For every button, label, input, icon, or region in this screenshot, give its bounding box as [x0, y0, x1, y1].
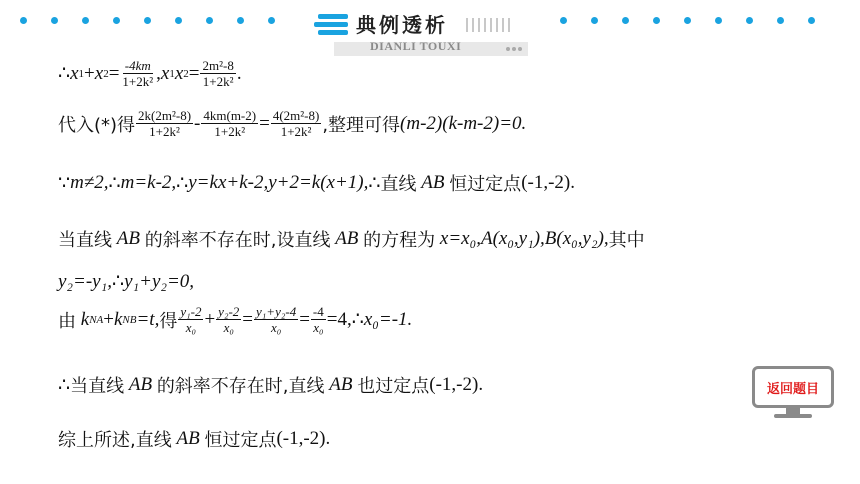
dot	[51, 17, 58, 24]
expression: y₂=-y₁,	[58, 270, 112, 292]
text: 其中	[608, 230, 645, 251]
therefore-symbol: ∴	[58, 63, 71, 84]
var: x	[94, 62, 104, 84]
dot	[746, 17, 753, 24]
fraction	[201, 108, 258, 139]
var: k	[80, 308, 90, 330]
text: ,整理可得	[322, 114, 401, 136]
numerator: y₁-2	[180, 304, 202, 319]
fraction	[254, 304, 298, 335]
solution-line-7	[58, 372, 483, 398]
monitor-icon	[752, 366, 834, 408]
text: 得	[159, 310, 178, 332]
op: +	[103, 308, 114, 330]
line-name: AB	[421, 172, 445, 193]
because-symbol: ∵	[58, 172, 71, 194]
sub: 1	[169, 67, 175, 80]
text: 代入(*)得	[58, 114, 136, 136]
text: 的斜率不存在时,直线	[156, 376, 325, 397]
line-name: AB	[329, 374, 353, 395]
text: 当直线	[70, 376, 125, 397]
solution-line-2	[58, 108, 526, 139]
sub: 1	[78, 67, 85, 80]
dot	[560, 17, 567, 24]
solution-line-4	[58, 226, 645, 252]
point: (-1,-2).	[276, 428, 331, 449]
denominator: 1+2k²	[280, 124, 312, 139]
dot	[20, 17, 27, 24]
dot	[715, 17, 722, 24]
text: 也过定点	[357, 376, 430, 397]
line-name: AB	[335, 228, 359, 249]
denominator: x₀	[223, 320, 234, 335]
therefore-symbol: ∴	[351, 309, 364, 330]
denominator: 1+2k²	[149, 124, 180, 139]
fraction	[136, 108, 193, 139]
expression: m≠2,	[70, 172, 109, 193]
numerator: -4	[312, 304, 324, 319]
fraction	[200, 58, 235, 89]
therefore-symbol: ∴	[108, 172, 121, 194]
op: -	[194, 112, 201, 134]
op: +	[84, 62, 95, 84]
dot	[175, 17, 182, 24]
var: k	[113, 308, 123, 330]
therefore-symbol: ∴	[368, 172, 381, 194]
dot	[653, 17, 660, 24]
numerator: 4km(m-2)	[203, 108, 257, 123]
monitor-base	[774, 414, 812, 418]
expression: (m-2)(k-m-2)=0.	[400, 112, 527, 134]
line-name: AB	[116, 228, 140, 249]
op: =	[108, 62, 120, 84]
dot	[113, 17, 120, 24]
text: 的斜率不存在时,设直线	[144, 230, 331, 251]
numerator: 2m²-8	[202, 58, 234, 73]
op: =	[259, 112, 270, 134]
solution-line-8	[58, 426, 330, 452]
denominator: 1+2k²	[214, 124, 246, 139]
op: +	[204, 308, 216, 330]
expression: y₁+y₂=0,	[124, 270, 195, 292]
expression: x₀=-1.	[363, 308, 413, 330]
numerator: -4km	[124, 58, 151, 73]
denominator: x₀	[185, 320, 197, 335]
solution-line-6	[58, 304, 412, 335]
sub: NA	[89, 313, 104, 326]
sub: NB	[122, 313, 137, 326]
dot	[622, 17, 629, 24]
sub: 2	[103, 67, 109, 80]
sub: 2	[183, 67, 189, 80]
solution-line-3	[58, 170, 575, 196]
numerator: 4(2m²-8)	[272, 108, 320, 123]
text: 恒过定点	[449, 174, 522, 195]
var: x	[174, 62, 184, 84]
therefore-symbol: ∴	[58, 374, 71, 396]
numerator: y₂-2	[218, 304, 240, 319]
denominator: 1+2k²	[202, 74, 234, 89]
denominator: x₀	[270, 320, 282, 335]
solution-line-1	[58, 58, 242, 89]
expression: x=x₀,A(x₀,y₁),B(x₀,y₂),	[439, 228, 609, 249]
numerator: y₁+y₂-4	[256, 304, 297, 319]
therefore-symbol: ∴	[176, 172, 189, 194]
expression: y=kx+k-2,y+2=k(x+1),	[188, 172, 369, 193]
section-banner	[312, 6, 546, 58]
expression: =4,	[326, 308, 352, 330]
return-to-question-button[interactable]	[752, 366, 838, 424]
line-name: AB	[128, 374, 153, 395]
var: x	[70, 62, 79, 84]
expression: =t,	[136, 308, 160, 330]
dot	[144, 17, 151, 24]
banner-subtitle: DIANLI TOUXI	[370, 39, 462, 53]
decorative-dots-right	[560, 17, 815, 29]
dot	[808, 17, 815, 24]
dot	[268, 17, 275, 24]
fraction	[178, 304, 203, 335]
text: 综上所述,直线	[58, 430, 172, 451]
line-name: AB	[176, 428, 200, 449]
op: =	[299, 308, 310, 330]
dot	[777, 17, 784, 24]
dot	[684, 17, 691, 24]
dot	[206, 17, 213, 24]
expression: m=k-2,	[120, 172, 177, 193]
op: ,	[156, 62, 161, 84]
dot	[591, 17, 598, 24]
var: x	[160, 62, 170, 84]
solution-line-5	[58, 270, 194, 293]
return-button-label: 返回题目	[766, 381, 819, 397]
fraction	[120, 58, 155, 89]
decorative-dots-left	[20, 17, 275, 29]
fraction	[216, 304, 241, 335]
banner-title: 典例透析	[356, 13, 448, 37]
point: (-1,-2).	[521, 172, 575, 193]
therefore-symbol: ∴	[111, 271, 125, 292]
op: =	[242, 308, 254, 330]
text: 当直线	[58, 230, 112, 251]
text: 由	[58, 310, 76, 332]
text: 直线	[380, 174, 417, 195]
fraction	[311, 304, 326, 335]
dot	[82, 17, 89, 24]
text: 恒过定点	[204, 430, 277, 451]
denominator: 1+2k²	[122, 74, 154, 89]
op: .	[236, 62, 242, 84]
op: =	[188, 62, 200, 84]
point: (-1,-2).	[429, 374, 484, 395]
denominator: x₀	[313, 320, 324, 335]
text: 的方程为	[363, 230, 436, 251]
dot	[237, 17, 244, 24]
fraction	[271, 108, 322, 139]
numerator: 2k(2m²-8)	[138, 108, 192, 123]
